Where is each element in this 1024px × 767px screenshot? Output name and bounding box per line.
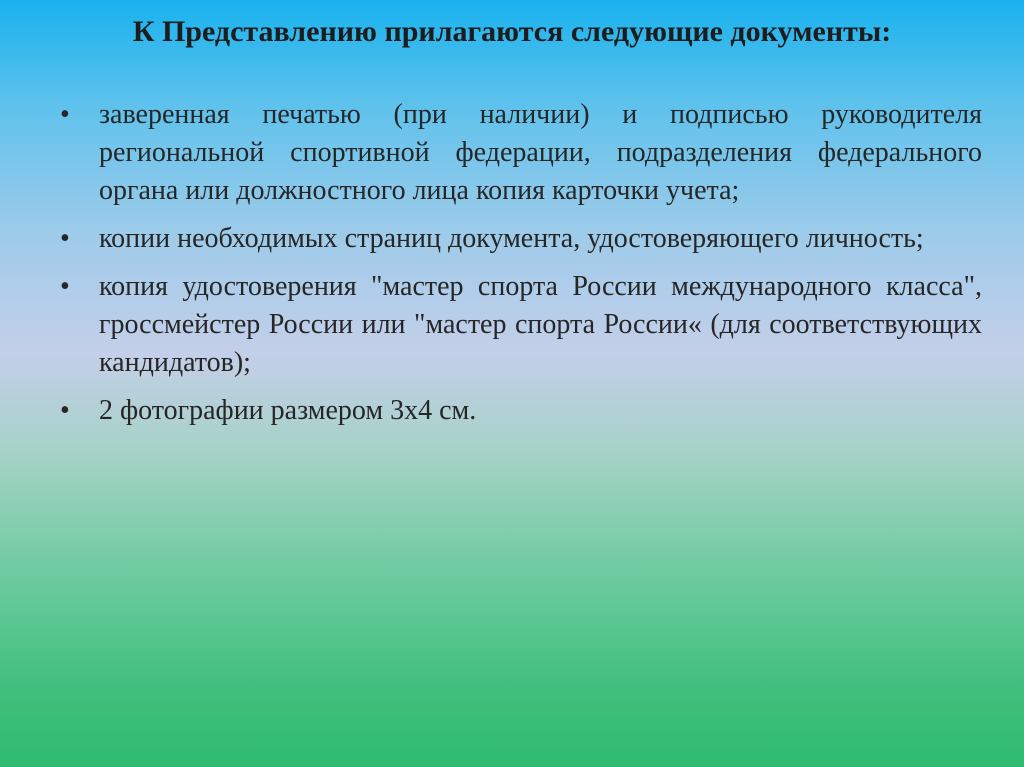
list-item-text: заверенная печатью (при наличии) и подписью руководителя региональной спортивной федерации, подразделения федерального органа или должностного лица копия карточки учета; [99,99,982,206]
list-item-record-card [60,96,982,210]
document-list [60,96,982,440]
list-item-identity-copies [60,220,982,258]
list-item-text: 2 фотографии размером 3х4 см. [99,395,477,426]
bullet-icon: • [60,271,70,302]
list-item-photos [60,392,982,430]
list-item-text: копия удостоверения "мастер спорта России международного класса", гроссмейстер России или "мастер спорта России« (для соответствующих кандидатов); [99,271,982,378]
bullet-icon: • [60,223,70,254]
list-item-certificate-copy [60,268,982,382]
bullet-icon: • [60,395,70,426]
slide-title: К Представлению прилагаются следующие документы: [132,15,892,48]
list-item-text: копии необходимых страниц документа, удостоверяющего личность; [99,223,924,254]
bullet-icon: • [60,99,70,130]
